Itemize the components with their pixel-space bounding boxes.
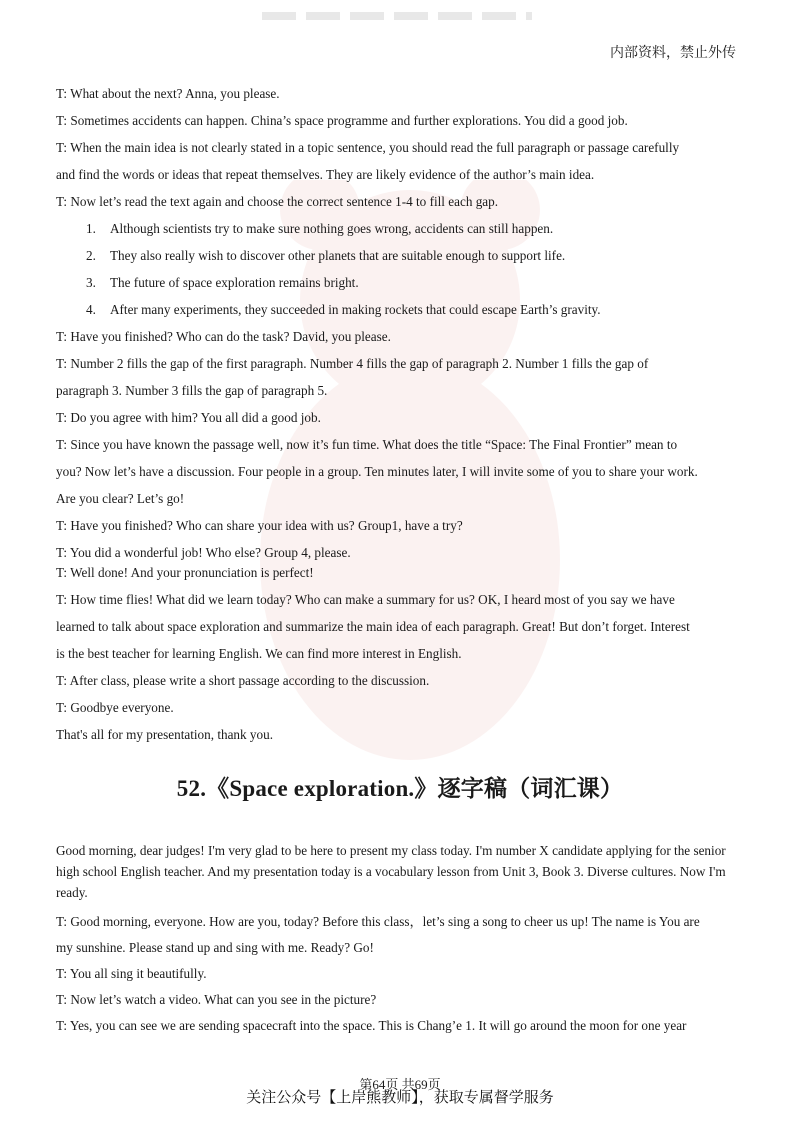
footer-promo: 关注公众号【上岸熊教师】，获取专属督学服务	[246, 1088, 554, 1106]
transcript-section-2	[56, 840, 746, 1039]
text-line: my sunshine. Please stand up and sing with me. Ready? Go!	[56, 940, 374, 955]
text-line: and find the words or ideas that repeat themselves. They are likely evidence of the author’s main idea.	[56, 167, 595, 182]
text-line: T: Number 2 fills the gap of the first paragraph. Number 4 fills the gap of paragraph 2. Number 1 fills the gap of	[56, 356, 649, 371]
header-note: 内部资料，禁止外传	[610, 45, 736, 61]
text-line: T: Have you finished? Who can share your idea with us? Group1, have a try?	[56, 518, 463, 533]
text-line: T: Goodbye everyone.	[56, 700, 174, 715]
text-line: is the best teacher for learning English. We can find more interest in English.	[56, 646, 462, 661]
list-number: 3.	[86, 275, 96, 290]
list-text: The future of space exploration remains bright.	[110, 275, 359, 290]
list-number: 4.	[86, 302, 96, 317]
text-line: T: You all sing it beautifully.	[56, 966, 207, 981]
text-line: Are you clear? Let’s go!	[56, 491, 185, 506]
text-line: learned to talk about space exploration and summarize the main idea of each paragraph. Great! But don’t forget. Interest	[56, 619, 690, 634]
text-line: T: When the main idea is not clearly stated in a topic sentence, you should read the full paragraph or passage carefully	[56, 140, 680, 155]
list-number: 2.	[86, 248, 96, 263]
text-line: paragraph 3. Number 3 fills the gap of paragraph 5.	[56, 383, 328, 398]
text-line: T: You did a wonderful job! Who else? Group 4, please.	[56, 545, 351, 560]
text-line: T: Since you have known the passage well, now it’s fun time. What does the title “Space: The Final Frontier” mean to	[56, 437, 678, 452]
text-line: T: Have you finished? Who can do the task? David, you please.	[56, 329, 391, 344]
text-line: That's all for my presentation, thank you.	[56, 727, 273, 742]
text-line: T: How time flies! What did we learn today? Who can make a summary for us? OK, I heard most of you say we have	[56, 592, 675, 607]
list-text: Although scientists try to make sure nothing goes wrong, accidents can still happen.	[110, 221, 554, 236]
text-line: T: Now let’s read the text again and choose the correct sentence 1-4 to fill each gap.	[56, 194, 499, 209]
text-line: T: What about the next? Anna, you please.	[56, 86, 280, 101]
transcript-section-1	[56, 80, 746, 748]
intro-paragraph: Good morning, dear judges! I'm very glad to be here to present my class today. I'm number X candidate applying for the senior high school English teacher. And my presentation today is a vocabulary lesson from Unit 3, Book 3. Diverse cultures. Now I'm ready.	[56, 843, 726, 900]
text-line: T: Do you agree with him? You all did a good job.	[56, 410, 321, 425]
text-line: T: Yes, you can see we are sending spacecraft into the space. This is Chang’e 1. It will go around the moon for one year	[56, 1018, 687, 1033]
text-line: T: Now let’s watch a video. What can you see in the picture?	[56, 992, 377, 1007]
list-text: After many experiments, they succeeded in making rockets that could escape Earth’s gravity.	[110, 302, 601, 317]
section-title: 52.《Space exploration.》逐字稿（词汇课）	[176, 776, 624, 801]
text-line: T: Good morning, everyone. How are you, today? Before this class，let’s sing a song to cheer us up! The name is You are	[56, 914, 700, 929]
text-line: T: Well done! And your pronunciation is perfect!	[56, 565, 314, 580]
list-item	[56, 296, 746, 323]
text-line: T: After class, please write a short passage according to the discussion.	[56, 673, 430, 688]
text-line: you? Now let’s have a discussion. Four people in a group. Ten minutes later, I will invite some of you to share your work.	[56, 464, 698, 479]
list-item	[56, 242, 746, 269]
text-line: T: Sometimes accidents can happen. China’s space programme and further explorations. You did a good job.	[56, 113, 628, 128]
top-scan-strip	[262, 12, 532, 20]
list-item	[56, 269, 746, 296]
sentence-options-list	[56, 215, 746, 323]
list-item	[56, 215, 746, 242]
page-number: 第64页 共69页	[359, 1077, 441, 1092]
list-number: 1.	[86, 221, 96, 236]
list-text: They also really wish to discover other planets that are suitable enough to support life.	[110, 248, 566, 263]
